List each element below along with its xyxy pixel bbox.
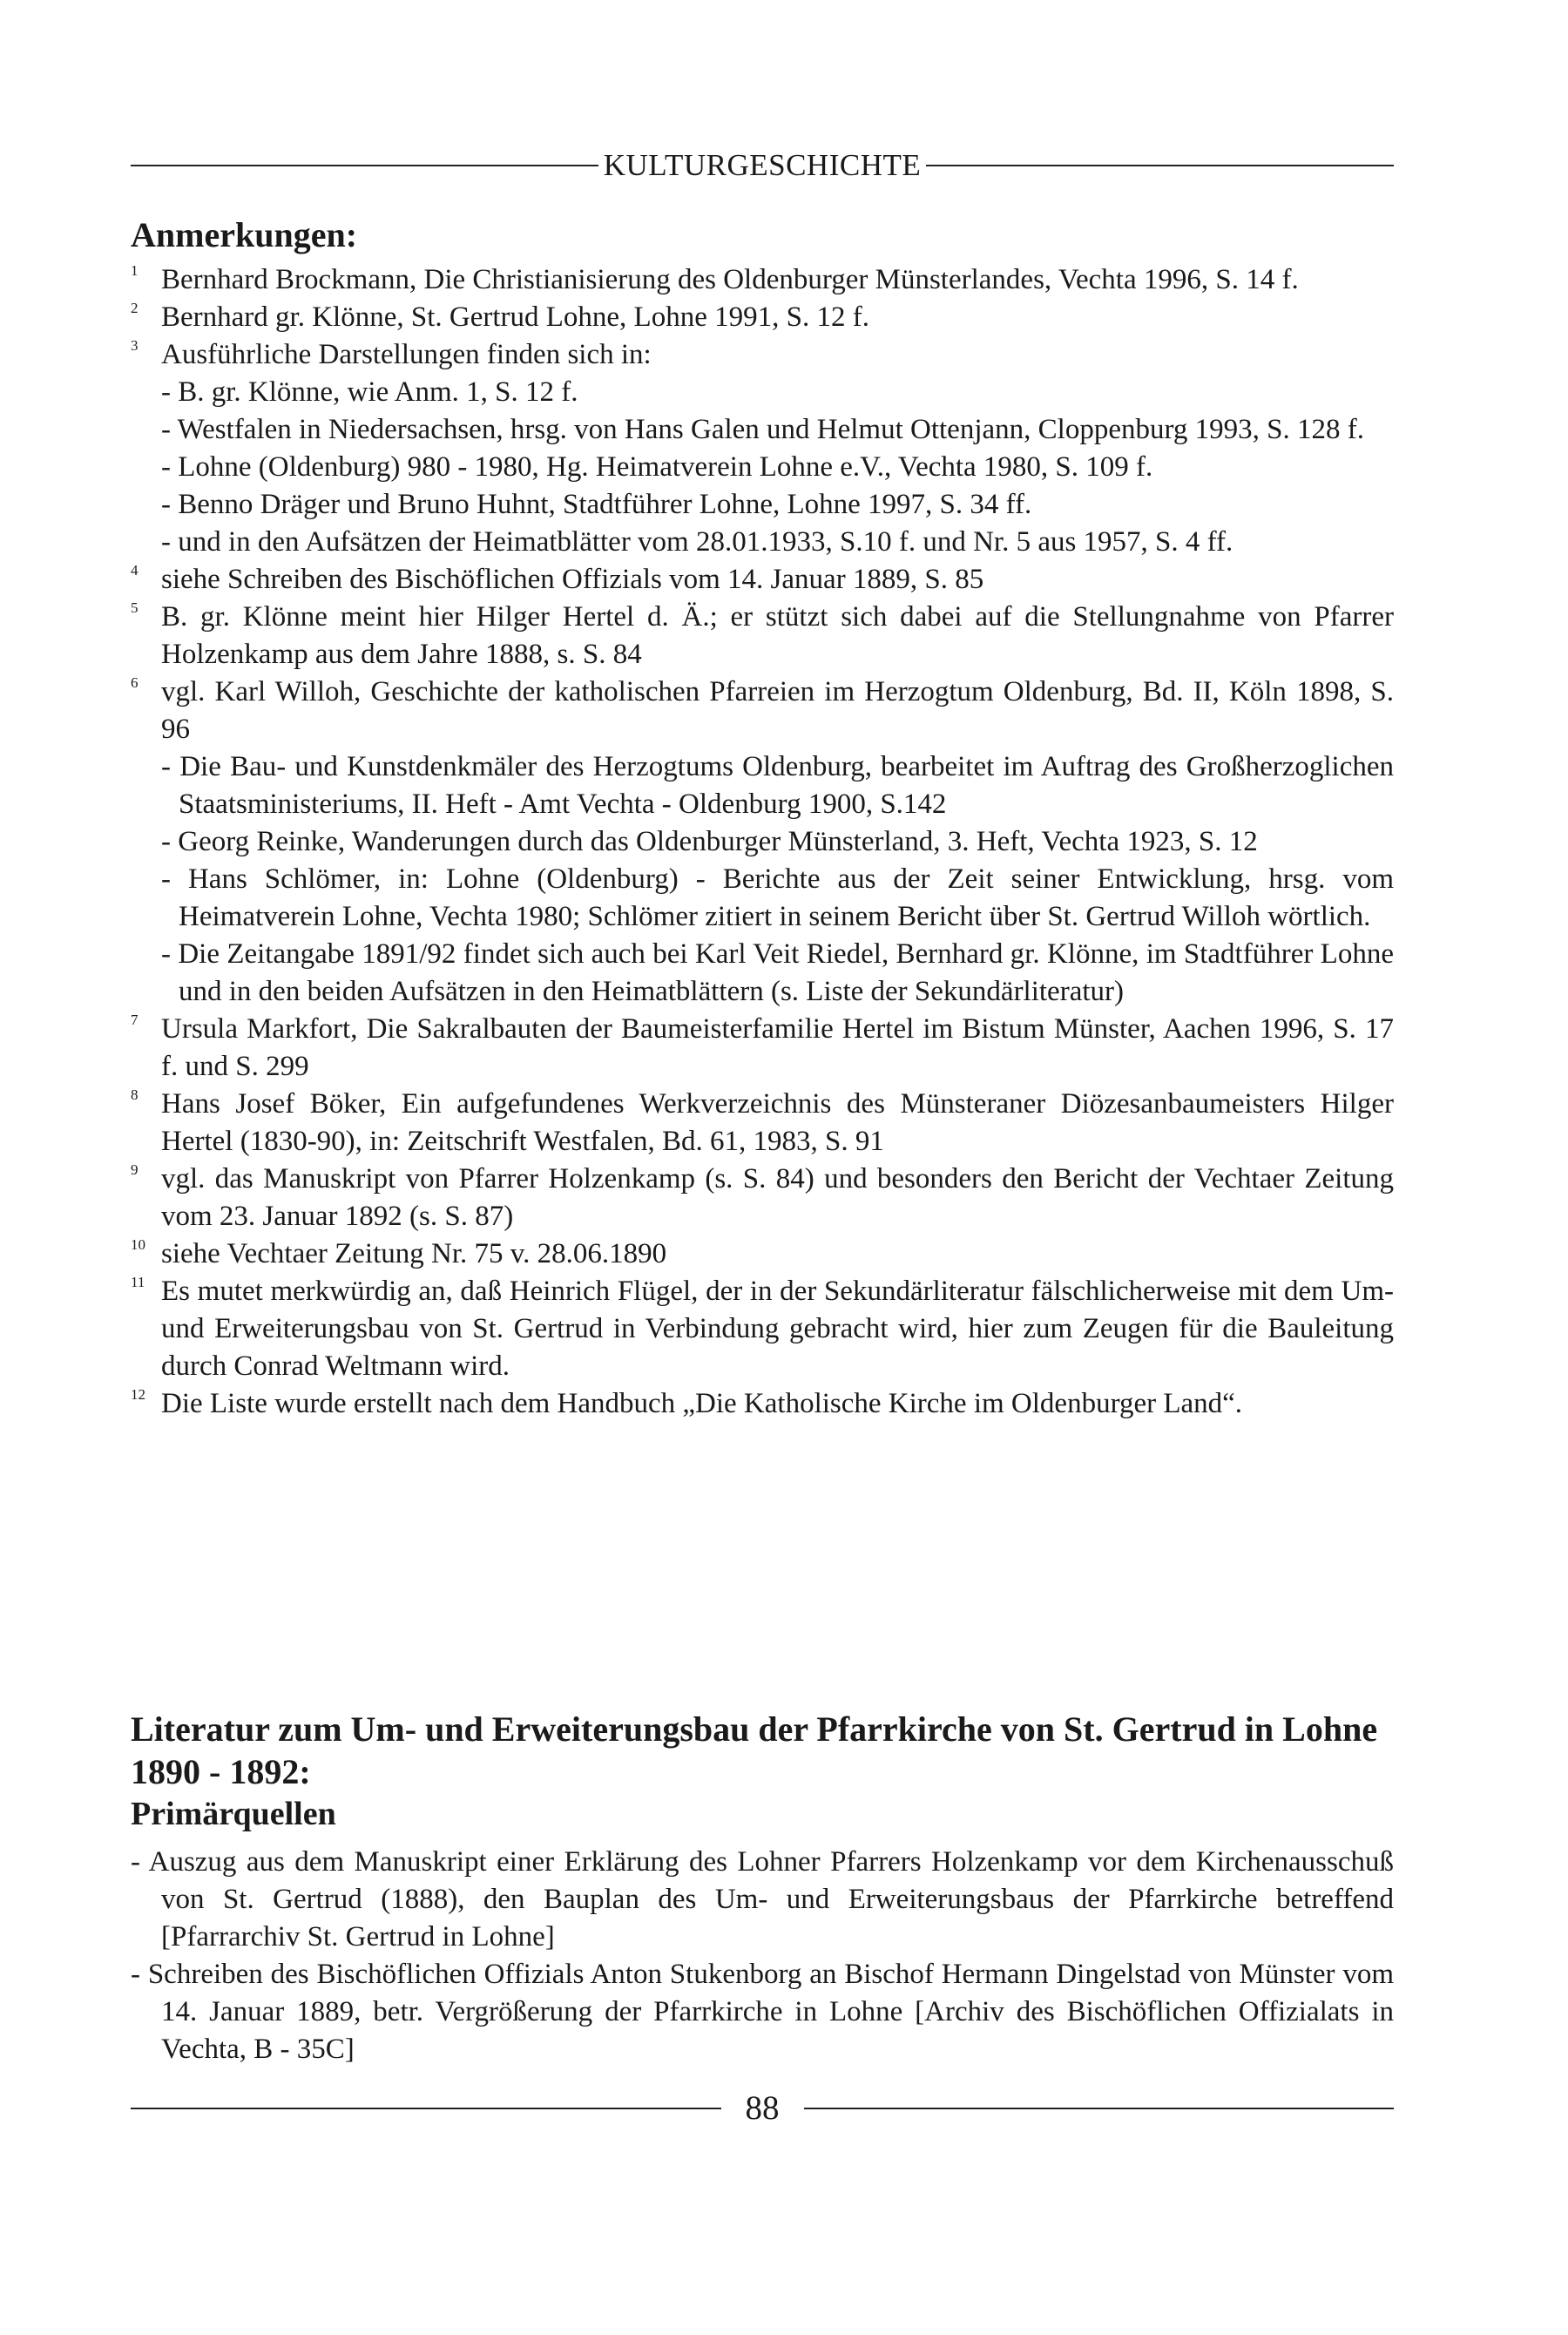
- note-text: Bernhard gr. Klönne, St. Gertrud Lohne, Lohne 1991, S. 12 f.: [161, 301, 869, 333]
- primary-source-item: - Auszug aus dem Manuskript einer Erklärung des Lohner Pfarrers Holzenkamp vor dem Kirchenausschuß von St. Gertrud (1888), den Bauplan des Um- und Erweiterungsbaus der Pfarrkirche betreffend [Pfarrarchiv St. Gertrud in Lohne]: [131, 1846, 1394, 1953]
- note-sub-item: - Lohne (Oldenburg) 980 - 1980, Hg. Heimatverein Lohne e.V., Vechta 1980, S. 109 f.: [161, 451, 1153, 483]
- note-number: 2: [131, 300, 139, 316]
- note-text: siehe Schreiben des Bischöflichen Offizials vom 14. Januar 1889, S. 85: [161, 564, 984, 595]
- note-text: Es mutet merkwürdig an, daß Heinrich Flügel, der in der Sekundärliteratur fälschlicherweise mit dem Um- und Erweiterungsbau von St. Gertrud in Verbindung gebracht wird, hier zum Zeugen für die Bauleitung durch Conrad Weltmann wird.: [161, 1276, 1394, 1382]
- note-text: vgl. Karl Willoh, Geschichte der katholischen Pfarreien im Herzogtum Oldenburg, Bd. II, Köln 1898, S. 96: [161, 676, 1394, 745]
- note-text: vgl. das Manuskript von Pfarrer Holzenkamp (s. S. 84) und besonders den Bericht der Vechtaer Zeitung vom 23. Januar 1892 (s. S. 87): [161, 1163, 1394, 1232]
- note-sub-item: - Hans Schlömer, in: Lohne (Oldenburg) - Berichte aus der Zeit seiner Entwicklung, hrsg. vom Heimatverein Lohne, Vechta 1980; Schlömer zitiert in seinem Bericht über St. Gertrud Willoh wörtlich.: [161, 863, 1394, 932]
- note-sub-item: - Die Zeitangabe 1891/92 findet sich auch bei Karl Veit Riedel, Bernhard gr. Klönne, im Stadtführer Lohne und in den beiden Aufsätzen in den Heimatblättern (s. Liste der Sekundärliteratur): [161, 938, 1394, 1007]
- note-11: [131, 1273, 1394, 1385]
- page-number: 88: [745, 2089, 780, 2127]
- note-12: [131, 1385, 1394, 1423]
- primary-sources-heading: Primärquellen: [131, 1796, 336, 1832]
- note-number: 10: [131, 1236, 145, 1253]
- note-number: 3: [131, 337, 139, 354]
- running-head-rule-right: [926, 165, 1394, 166]
- note-text: siehe Vechtaer Zeitung Nr. 75 v. 28.06.1890: [161, 1238, 667, 1269]
- footer-rule-right: [804, 2108, 1395, 2109]
- notes-list: [131, 261, 1394, 1423]
- note-sub-item: - B. gr. Klönne, wie Anm. 1, S. 12 f.: [161, 376, 578, 408]
- note-2: [131, 299, 1394, 336]
- note-4: [131, 561, 1394, 599]
- note-6: [131, 673, 1394, 1011]
- note-number: 8: [131, 1086, 139, 1103]
- note-text: B. gr. Klönne meint hier Hilger Hertel d. Ä.; er stützt sich dabei auf die Stellungnahme von Pfarrer Holzenkamp aus dem Jahre 1888, s. S. 84: [161, 601, 1394, 670]
- note-7: [131, 1011, 1394, 1086]
- footer-rule-left: [131, 2108, 721, 2109]
- running-head-label: KULTURGESCHICHTE: [603, 148, 922, 182]
- note-text: Bernhard Brockmann, Die Christianisierung des Oldenburger Münsterlandes, Vechta 1996, S. 14 f.: [161, 264, 1299, 295]
- note-8: [131, 1086, 1394, 1161]
- note-text: Ursula Markfort, Die Sakralbauten der Baumeisterfamilie Hertel im Bistum Münster, Aachen 1996, S. 17 f. und S. 299: [161, 1013, 1394, 1082]
- note-number: 4: [131, 562, 139, 579]
- note-text: Hans Josef Böker, Ein aufgefundenes Werkverzeichnis des Münsteraner Diözesanbaumeisters Hilger Hertel (1830-90), in: Zeitschrift Westfalen, Bd. 61, 1983, S. 91: [161, 1088, 1394, 1157]
- primary-sources-list: [131, 1844, 1394, 2068]
- note-sub-item: - und in den Aufsätzen der Heimatblätter vom 28.01.1933, S.10 f. und Nr. 5 aus 1957, S. 4 ff.: [161, 526, 1233, 558]
- note-9: [131, 1161, 1394, 1235]
- note-number: 5: [131, 599, 139, 616]
- note-10: [131, 1235, 1394, 1273]
- note-number: 11: [131, 1274, 145, 1290]
- note-sub-item: - Die Bau- und Kunstdenkmäler des Herzogtums Oldenburg, bearbeitet im Auftrag des Großherzoglichen Staatsministeriums, II. Heft - Amt Vechta - Oldenburg 1900, S.142: [161, 751, 1394, 820]
- note-number: 7: [131, 1012, 139, 1028]
- note-text: Ausführliche Darstellungen finden sich in:: [161, 339, 652, 370]
- note-text: Die Liste wurde erstellt nach dem Handbuch „Die Katholische Kirche im Oldenburger Land“.: [161, 1388, 1243, 1419]
- literature-section-heading: [131, 1708, 1394, 1836]
- running-head: [131, 150, 1394, 180]
- note-number: 12: [131, 1386, 145, 1403]
- notes-heading: Anmerkungen:: [131, 215, 358, 254]
- note-number: 6: [131, 674, 139, 691]
- page-footer: [131, 2091, 1394, 2125]
- note-5: [131, 599, 1394, 673]
- note-sub-item: - Benno Dräger und Bruno Huhnt, Stadtführer Lohne, Lohne 1997, S. 34 ff.: [161, 489, 1032, 520]
- note-sub-item: - Westfalen in Niedersachsen, hrsg. von Hans Galen und Helmut Ottenjann, Cloppenburg 1993, S. 128 f.: [161, 414, 1364, 445]
- note-sub-item: - Georg Reinke, Wanderungen durch das Oldenburger Münsterland, 3. Heft, Vechta 1923, S. 12: [161, 826, 1258, 857]
- note-number: 9: [131, 1161, 139, 1178]
- literature-heading: Literatur zum Um- und Erweiterungsbau der Pfarrkirche von St. Gertrud in Lohne 1890 - 1892:: [131, 1709, 1378, 1791]
- running-head-rule-left: [131, 165, 598, 166]
- primary-source-item: - Schreiben des Bischöflichen Offizials Anton Stukenborg an Bischof Hermann Dingelstad von Münster vom 14. Januar 1889, betr. Vergrößerung der Pfarrkirche in Lohne [Archiv des Bischöflichen Offizialats in Vechta, B - 35C]: [131, 1959, 1394, 2065]
- note-3: [131, 336, 1394, 561]
- note-number: 1: [131, 262, 139, 279]
- page: [131, 0, 1394, 2335]
- note-1: [131, 261, 1394, 299]
